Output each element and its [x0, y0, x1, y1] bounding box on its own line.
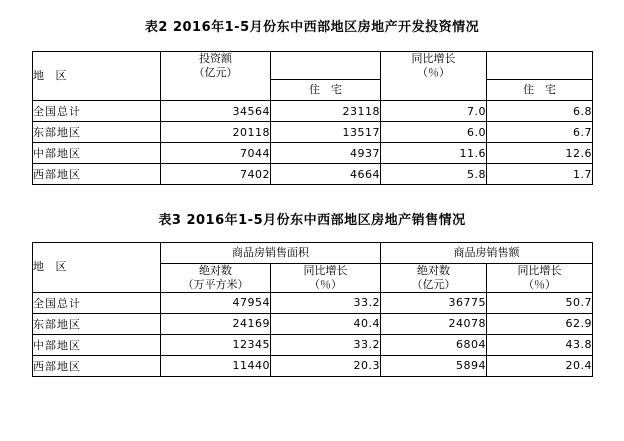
table3-row-1-area-abs: 24169	[161, 313, 271, 334]
table2-row-3-invest-total: 7402	[161, 164, 271, 185]
table-row	[33, 334, 593, 355]
table2-row-0-label: 全国总计	[33, 101, 161, 122]
table2-row-2-invest-total: 7044	[161, 143, 271, 164]
table3-header-region: 地 区	[33, 243, 161, 293]
table2-row-2-yoy-total: 11.6	[381, 143, 487, 164]
table3-header-area-group: 商品房销售面积	[161, 243, 381, 264]
table3-row-0-amount-yoy: 50.7	[487, 292, 593, 313]
table2-row-0-yoy-resid: 6.8	[487, 101, 593, 122]
table-row	[33, 164, 593, 185]
table3-row-3-area-yoy: 20.3	[271, 355, 381, 376]
table3-row-1-amount-abs: 24078	[381, 313, 487, 334]
table2-row-3-yoy-resid: 1.7	[487, 164, 593, 185]
table3-header-area-yoy-label: 同比增长	[303, 264, 348, 277]
table2-header-yoy-spacer	[487, 52, 593, 80]
table2-row-2-invest-resid: 4937	[271, 143, 381, 164]
table3-header-row-1	[33, 243, 593, 264]
table3-row-1-area-yoy: 40.4	[271, 313, 381, 334]
table3-row-2-amount-abs: 6804	[381, 334, 487, 355]
table-row	[33, 143, 593, 164]
table2-header-yoy-label: 同比增长	[411, 52, 456, 65]
table2-row-1-yoy-resid: 6.7	[487, 122, 593, 143]
table3-row-2-area-abs: 12345	[161, 334, 271, 355]
table3-header-amount-yoy-label: 同比增长	[517, 264, 562, 277]
table3-block	[32, 185, 592, 377]
table3-row-3-amount-abs: 5894	[381, 355, 487, 376]
table2-header-invest-label: 投资额	[199, 52, 232, 65]
table3-header-area-yoy-unit: （％）	[309, 277, 342, 291]
table3-row-2-amount-yoy: 43.8	[487, 334, 593, 355]
table3-row-3-area-abs: 11440	[161, 355, 271, 376]
table2-row-1-label: 东部地区	[33, 122, 161, 143]
table3-header-amount-yoy	[487, 264, 593, 293]
table3-row-0-label: 全国总计	[33, 292, 161, 313]
table3-header-amount-abs	[381, 264, 487, 293]
table2-row-1-yoy-total: 6.0	[381, 122, 487, 143]
table2-header-yoy-residential: 住 宅	[487, 80, 593, 101]
table-row	[33, 122, 593, 143]
table3-header-area-yoy	[271, 264, 381, 293]
table2-title: 表2 2016年1-5月份东中西部地区房地产开发投资情况	[144, 20, 480, 35]
table3-header-amount-abs-unit: （亿元）	[411, 277, 456, 291]
table2-header-row-1	[33, 52, 593, 80]
table3-header-amount-group: 商品房销售额	[381, 243, 593, 264]
table2-block	[32, 0, 592, 185]
table2-row-3-invest-resid: 4664	[271, 164, 381, 185]
table3-row-1-label: 东部地区	[33, 313, 161, 334]
table2-header-invest-blank	[161, 80, 271, 101]
table2-header-invest-residential: 住 宅	[271, 80, 381, 101]
table-row	[33, 355, 593, 376]
table2-header-invest-unit: （亿元）	[193, 65, 238, 79]
table3-row-2-label: 中部地区	[33, 334, 161, 355]
table2-row-1-invest-resid: 13517	[271, 122, 381, 143]
table2-header-yoy-blank	[381, 80, 487, 101]
table3-row-0-area-yoy: 33.2	[271, 292, 381, 313]
table-row	[33, 101, 593, 122]
table2-header-yoy-group	[381, 52, 487, 80]
table2-row-2-yoy-resid: 12.6	[487, 143, 593, 164]
table-row	[33, 292, 593, 313]
table3-header-area-abs-label: 绝对数	[199, 264, 232, 277]
table2-row-0-invest-resid: 23118	[271, 101, 381, 122]
table2-header-invest-group	[161, 52, 271, 80]
table3-header-amount-yoy-unit: （％）	[523, 277, 556, 291]
table3-row-3-label: 西部地区	[33, 355, 161, 376]
table2-header-region: 地 区	[33, 52, 161, 101]
table3-header-area-abs	[161, 264, 271, 293]
table2-row-0-yoy-total: 7.0	[381, 101, 487, 122]
table2-row-3-label: 西部地区	[33, 164, 161, 185]
table2	[32, 51, 593, 185]
table3-row-3-amount-yoy: 20.4	[487, 355, 593, 376]
table3-row-1-amount-yoy: 62.9	[487, 313, 593, 334]
table3-title: 表3 2016年1-5月份东中西部地区房地产销售情况	[158, 213, 466, 228]
table3	[32, 242, 593, 377]
table2-row-0-invest-total: 34564	[161, 101, 271, 122]
table3-row-2-area-yoy: 33.2	[271, 334, 381, 355]
table2-row-1-invest-total: 20118	[161, 122, 271, 143]
table3-row-0-area-abs: 47954	[161, 292, 271, 313]
table2-row-3-yoy-total: 5.8	[381, 164, 487, 185]
table3-header-amount-abs-label: 绝对数	[417, 264, 450, 277]
table2-header-yoy-unit: （％）	[417, 65, 450, 79]
table2-header-invest-spacer	[271, 52, 381, 80]
table2-row-2-label: 中部地区	[33, 143, 161, 164]
table-row	[33, 313, 593, 334]
table3-header-area-abs-unit: （万平方米）	[182, 277, 249, 291]
table3-row-0-amount-abs: 36775	[381, 292, 487, 313]
